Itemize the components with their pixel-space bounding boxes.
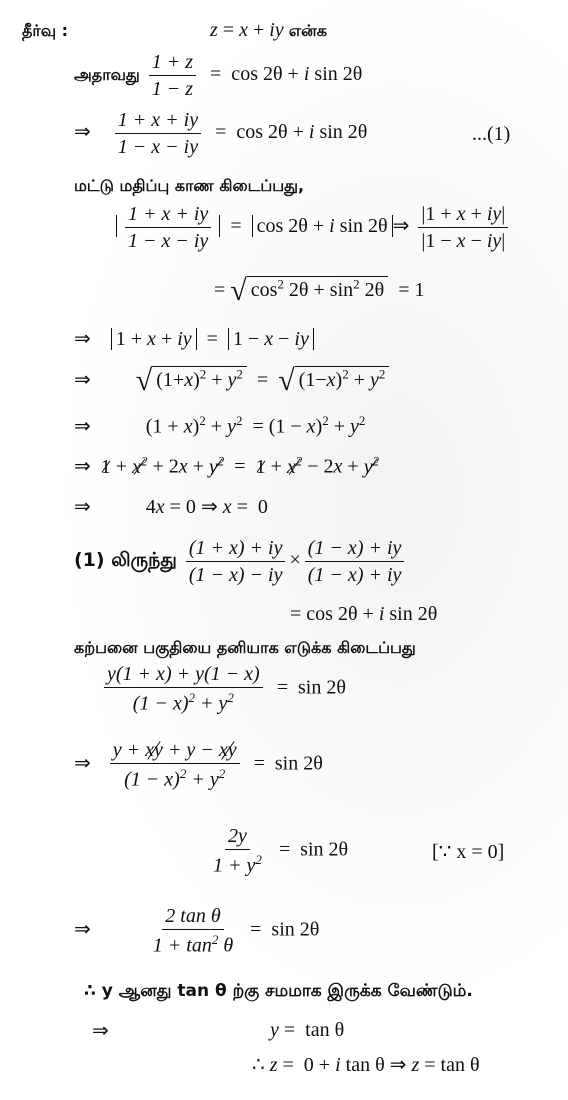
heading-text: என்க [288,21,327,40]
modulus-text: மட்டு மதிப்பு காண கிடைப்பது, [74,176,305,195]
eq-expanded: ⇒ $1 + x^2 + 2x + y^2 = 1 + x^2 - 2x + y^2$ [74,453,380,478]
eq-z-final: ∴ z = 0 + i tan θ ⇒ z = tan θ [252,1052,480,1076]
line1-prefix: அதாவது [74,65,140,85]
eq-let-z: z = x + iy என்க [210,19,327,41]
eq-line-2: ⇒ $\frac{1 + x + iy}{1 - x - iy}$ = cos 2θ + i sin 2θ [74,109,368,158]
eq-from-1-result: = cos 2θ + i sin 2θ [290,603,438,625]
eq-imag-2: ⇒ $\frac{y + xy + y - xy}{(1 - x)^2 + y^2}$ = sin 2θ [74,739,323,791]
eq-y-tan-rhs: y = tan θ [270,1019,345,1041]
eq-from-1: (1) லிருந்து $\frac{(1 + x) + iy}{(1 - x) - iy}$ × $\frac{(1 - x) + iy}{(1 - x) + iy}$ [74,538,408,585]
eq-tag-1: ...(1) [472,123,511,145]
eq-y-tan: ⇒ [92,1018,109,1042]
conclusion-text [84,980,473,1000]
eq-line-1: அதாவது $\frac{1 + z}{1 - z}$ = cos 2θ + i sin 2θ [74,51,363,100]
eq-tan: ⇒ $\frac{\text{2 tan θ}}{1 + \tan^2 \theta}$ = sin 2θ [74,905,320,957]
eq-2y: $\frac{2y}{1 + y^2}$ = sin 2θ [213,825,349,877]
imag-part-text: கற்பனை பகுதியை தனியாக எடுக்க கிடைப்பது [74,638,416,657]
solution-heading [22,20,68,40]
condition-x-zero: [∵ x = 0] [432,841,505,863]
eq-sqrt: = √ $\cos^2 2\theta + \sin^2 2\theta = 1$ [214,274,425,307]
from1-label: (1) லிருந்து [74,549,177,572]
eq-imag-1: $\frac{y(1 + x) + y(1 - x)}{(1 - x)^2 + y^2}$ = sin 2θ [100,664,346,714]
eq-abs: ⇒ 1 + x + iy = 1 − x − iy [74,328,314,349]
eq-4x: ⇒ 4x = 0 ⇒ x = 0 [74,494,268,518]
eq-modulus: $\frac{1 + x + iy}{1 - x - iy}$ = cos 2θ + i sin 2θ ⇒ $\frac{|1 + x + iy|}{|1 - x - iy|}$ [116,204,512,251]
eq-sqrt-eq: ⇒ √ $(1+x)^2 + y^2$ = √ $(1-x)^2 + y^2$ [74,366,389,396]
conclusion-label: ∴ y ஆனது tan θ ற்கு சமமாக இருக்க வேண்டும். [84,981,473,1001]
solution-label: தீர்வு : [22,21,69,40]
eq-squared: ⇒ $(1 + x)^2 + y^2 = (1 - x)^2 + y^2$ [74,413,366,438]
